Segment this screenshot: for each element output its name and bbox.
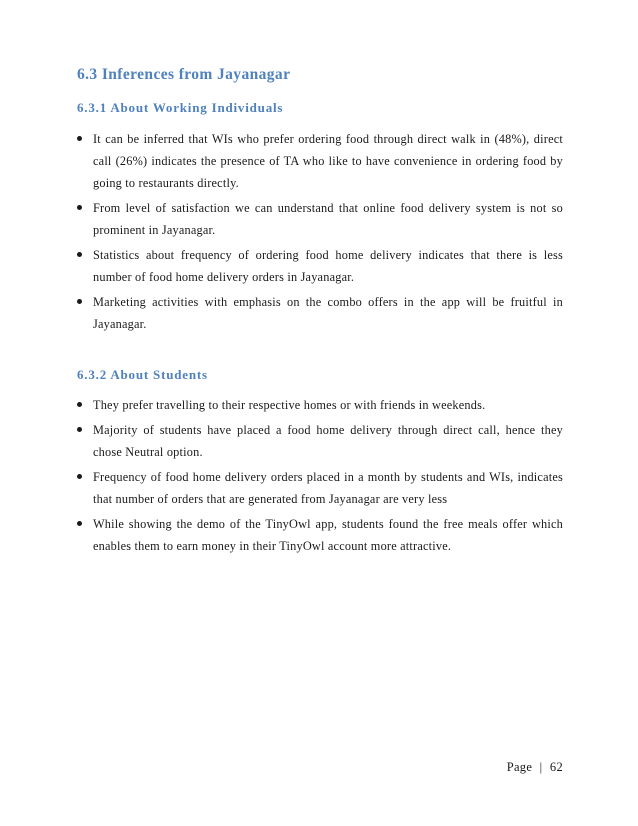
list-item-text: While showing the demo of the TinyOwl app, students found the free meals offer which enables them to earn money in their TinyOwl account more attractive. [93, 517, 563, 553]
bullet-list-working-individuals [77, 128, 563, 338]
list-item-text: It can be inferred that WIs who prefer ordering food through direct walk in (48%), direct call (26%) indicates the presence of TA who like to have convenience in ordering food by going to restaurants directly. [93, 132, 563, 190]
list-item [77, 419, 563, 463]
list-item-text: Majority of students have placed a food home delivery through direct call, hence they chose Neutral option. [93, 423, 563, 459]
list-item [77, 291, 563, 335]
list-item-text: Statistics about frequency of ordering food home delivery indicates that there is less number of food home delivery orders in Jayanagar. [93, 248, 563, 284]
bullet-icon [77, 299, 82, 304]
page-footer [507, 760, 563, 775]
page-number: 62 [549, 760, 563, 774]
section-heading: 6.3 Inferences from Jayanagar [77, 66, 291, 83]
bullet-icon [77, 474, 82, 479]
bullet-icon [77, 252, 82, 257]
list-item [77, 394, 563, 416]
list-item [77, 513, 563, 557]
page-label: Page [506, 760, 533, 774]
list-item-text: From level of satisfaction we can understand that online food delivery system is not so prominent in Jayanagar. [93, 201, 563, 237]
page-separator: | [539, 760, 543, 774]
bullet-icon [77, 136, 82, 141]
bullet-icon [77, 402, 82, 407]
bullet-icon [77, 427, 82, 432]
list-item [77, 128, 563, 194]
bullet-list-students [77, 394, 563, 560]
list-item-text: Marketing activities with emphasis on the combo offers in the app will be fruitful in Jayanagar. [93, 295, 563, 331]
list-item [77, 197, 563, 241]
subsection-heading-working-individuals: 6.3.1 About Working Individuals [77, 100, 284, 115]
list-item [77, 244, 563, 288]
bullet-icon [77, 521, 82, 526]
list-item-text: Frequency of food home delivery orders placed in a month by students and WIs, indicates that number of orders that are generated from Jayanagar are very less [93, 470, 563, 506]
bullet-icon [77, 205, 82, 210]
list-item [77, 466, 563, 510]
subsection-heading-students: 6.3.2 About Students [77, 367, 208, 382]
list-item-text: They prefer travelling to their respective homes or with friends in weekends. [93, 398, 486, 412]
